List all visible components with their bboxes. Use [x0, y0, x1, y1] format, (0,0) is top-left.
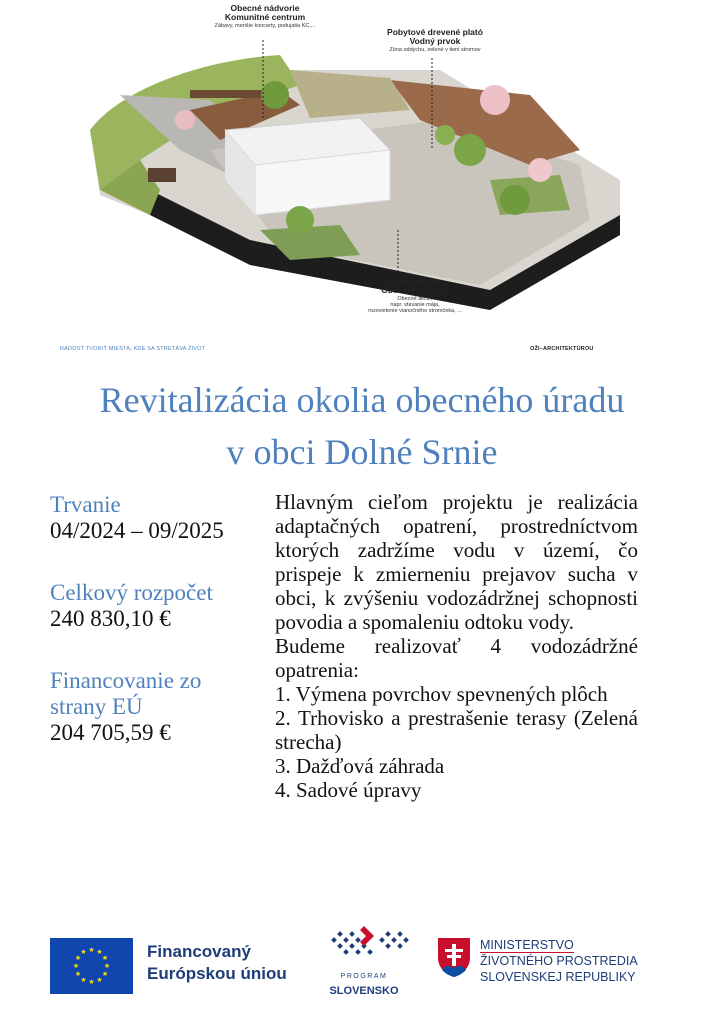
label-forecourt	[335, 277, 495, 314]
blossom-tree	[528, 158, 552, 182]
ministry-text	[480, 937, 638, 985]
eu-funding-label-2: strany EÚ	[50, 694, 143, 719]
label-deck	[365, 28, 505, 53]
program-name: SLOVENSKO	[329, 985, 399, 997]
svg-text:★: ★	[88, 978, 95, 986]
ministry-line1	[480, 937, 638, 953]
blossom-tree	[175, 110, 195, 130]
svg-text:★: ★	[103, 962, 111, 970]
svg-text:★: ★	[101, 954, 109, 962]
svg-text:★: ★	[80, 948, 87, 956]
label-forecourt-title1: Predpriestor	[389, 276, 441, 286]
eu-stars-icon	[50, 938, 133, 994]
eu-funded-text	[147, 941, 287, 985]
slovak-coat-of-arms-icon	[436, 936, 472, 978]
svg-text:★: ★	[96, 976, 103, 984]
eu-funding-label-1: Financovanie zo	[50, 668, 202, 693]
label-courtyard-sub: Zábavy, menšie koncerty, podujatia KC,...	[214, 22, 316, 29]
label-courtyard-title1: Obecné nádvorie	[230, 3, 300, 13]
label-deck-title2: Vodný prvok	[409, 36, 461, 47]
svg-text:★: ★	[74, 954, 82, 962]
description-lead: Budeme realizovať 4 vodozádržné opatrenia:	[275, 634, 638, 682]
label-forecourt-sub1: Obecné akcie,	[397, 295, 433, 302]
svg-text:★: ★	[74, 970, 82, 978]
svg-text:★: ★	[88, 946, 95, 954]
project-facts	[50, 492, 260, 746]
tree	[454, 134, 486, 166]
budget-label: Celkový rozpočet	[50, 580, 213, 605]
measure-item: 2. Trhovisko a prestrašenie terasy (Zelená strecha)	[275, 706, 638, 754]
measure-item: 1. Výmena povrchov spevnených plôch	[275, 682, 608, 706]
label-deck-sub: Zóna oddychu, zelené v tieni stromov	[389, 46, 481, 53]
tree	[261, 81, 289, 109]
program-slovensko-logo-icon	[328, 924, 418, 972]
measure-item: 3. Dažďová záhrada	[275, 754, 445, 778]
kiosk	[148, 168, 176, 182]
tree	[500, 185, 530, 215]
svg-text:★: ★	[72, 962, 80, 970]
measure-item: 4. Sadové úpravy	[275, 778, 422, 802]
page-title-line2: v obci Dolné Srnie	[226, 432, 498, 472]
eu-funded-line1: Financovaný	[147, 942, 251, 961]
eu-flag-logo	[50, 938, 133, 994]
label-forecourt-sub2: napr. stavanie mája,	[390, 301, 440, 308]
description-intro: Hlavným cieľom projektu je realizácia adaptačných opatrení, prostredníctvom ktorých zadržíme vodu v území, čo prispeje k zmierneniu prejavov sucha v obci, k zvýšeniu vodozádržnej schopnosti povodia a spomaleniu odtoku vody.	[275, 490, 638, 634]
label-courtyard-title2: Komunitné centrum	[224, 12, 306, 23]
project-description	[275, 490, 638, 802]
ministry-line3: SLOVENSKEJ REPUBLIKY	[480, 970, 636, 984]
budget-value: 240 830,10 €	[50, 606, 171, 631]
svg-text:★: ★	[96, 948, 103, 956]
page-title-line1: Revitalizácia okolia obecného úradu	[99, 380, 625, 420]
label-deck-title1: Pobytové drevené plató	[387, 27, 483, 37]
blossom-tree	[480, 85, 510, 115]
render-tagline: RADOSŤ TVORIŤ MIESTA, KDE SA STRETÁVA ŽIVOT	[60, 346, 206, 352]
render-studio: OŽI–ARCHITEKTÚROU	[530, 346, 594, 352]
label-forecourt-title2: Obecného úradu	[381, 285, 449, 296]
program-label: PROGRAM	[340, 973, 388, 980]
svg-text:★: ★	[101, 970, 109, 978]
ministry-line1-text: MINISTERSTVO	[480, 938, 574, 952]
svg-text:★: ★	[80, 976, 87, 984]
eu-funding-value: 204 705,59 €	[50, 720, 171, 745]
duration-label: Trvanie	[50, 492, 121, 517]
label-courtyard	[200, 4, 330, 29]
tree	[286, 206, 314, 234]
duration-value: 04/2024 – 09/2025	[50, 518, 224, 543]
label-forecourt-sub3: rozsvietenie vianočného stromčeka, ...	[368, 307, 462, 314]
eu-funded-line2: Európskou úniou	[147, 964, 287, 983]
tree	[435, 125, 455, 145]
ministry-line2: ŽIVOTNÉHO PROSTREDIA	[480, 954, 638, 968]
